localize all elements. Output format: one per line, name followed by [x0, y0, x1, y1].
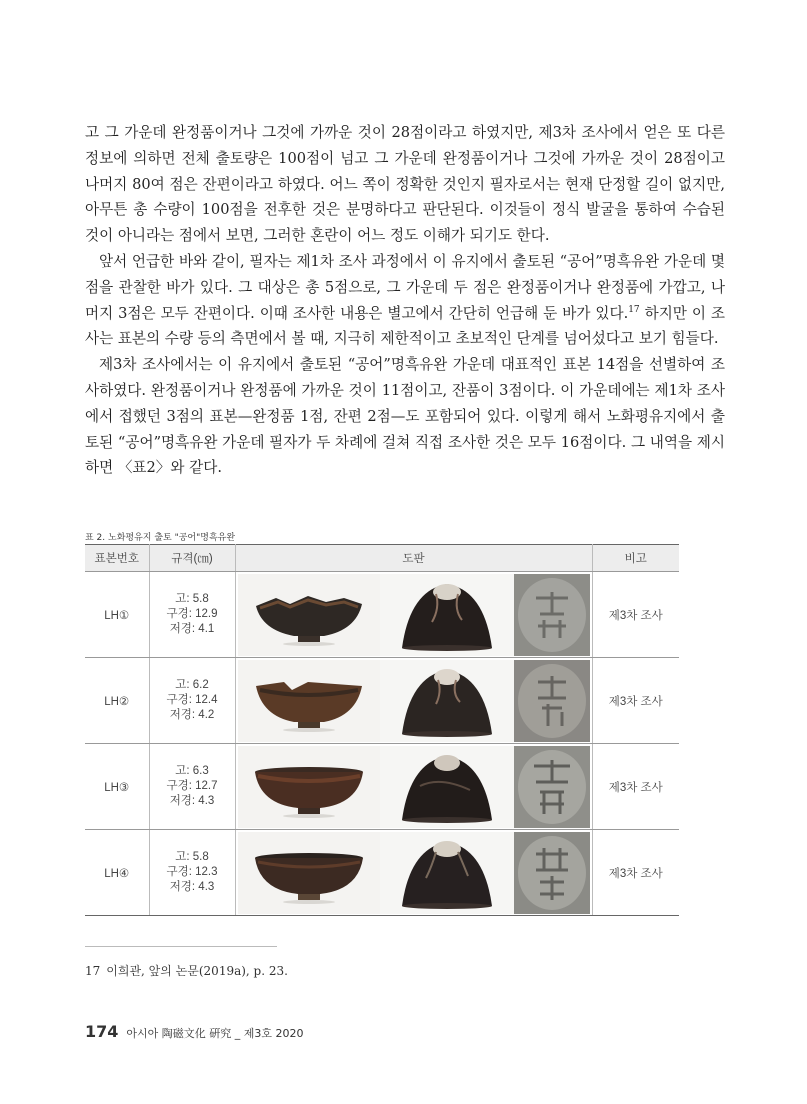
- table-header-row: [85, 545, 679, 572]
- plate-cell: [235, 744, 592, 830]
- specimen-id: LH③: [85, 744, 149, 830]
- bowl-base-photo: [380, 660, 514, 742]
- paragraph-2-text: 앞서 언급한 바와 같이, 필자는 제1차 조사 과정에서 이 유지에서 출토된 “공어”명흑유완 가운데 몇 점을 관찰한 바가 있다. 그 대상은 총 5점으로, 그 가운데 두 점은 완정품이거나 완정품에 가깝고, 나머지 3점은 모두 잔편이다. 이때 조사한 내용은 별고에서 간단히 언급해 둔 바가 있다.: [85, 252, 725, 322]
- remark: 제3차 조사: [592, 830, 679, 916]
- bowl-base-photo: [380, 574, 514, 656]
- inscription-closeup: [514, 832, 590, 914]
- page-footer: [85, 1022, 304, 1041]
- paragraph-2-text-cont: 하지만 이 조사는 표본의 수량 등의 측면에서 볼 때, 지극히 제한적이고 초보적인 단계를 넘어섰다고 보기 힘들다.: [85, 304, 725, 348]
- table-row: [85, 658, 679, 744]
- base-diameter: 저경: 4.1: [169, 623, 215, 635]
- header-specimen-id: 표본번호: [85, 545, 149, 572]
- base-diameter: 저경: 4.3: [169, 881, 215, 893]
- footnote-divider: [85, 946, 277, 947]
- mouth-diameter: 구경: 12.3: [166, 866, 218, 878]
- remark: 제3차 조사: [592, 744, 679, 830]
- table-row: [85, 830, 679, 916]
- height-value: 고: 6.2: [175, 679, 209, 691]
- dimensions: [149, 830, 235, 916]
- table-caption: 표 2. 노화평유지 출토 "공어"명흑유완: [85, 533, 236, 543]
- mouth-diameter: 구경: 12.7: [166, 780, 218, 792]
- paragraph-2: [85, 249, 725, 352]
- specimen-id: LH①: [85, 572, 149, 658]
- bowl-side-photo: [238, 746, 380, 828]
- bowl-side-photo: [238, 574, 380, 656]
- journal-title: 아시아 陶磁文化 硏究 _ 제3호 2020: [126, 1027, 304, 1040]
- plate-cell: [235, 830, 592, 916]
- dimensions: [149, 658, 235, 744]
- table-row: [85, 572, 679, 658]
- footnote-number: 17: [85, 964, 101, 978]
- remark: 제3차 조사: [592, 572, 679, 658]
- table-row: [85, 744, 679, 830]
- bowl-side-photo: [238, 832, 380, 914]
- base-diameter: 저경: 4.2: [169, 709, 215, 721]
- bowl-base-photo: [380, 746, 514, 828]
- footnote-17: [85, 962, 288, 979]
- height-value: 고: 5.8: [175, 593, 209, 605]
- height-value: 고: 6.3: [175, 765, 209, 777]
- bowl-base-photo: [380, 832, 514, 914]
- header-dimensions: 규격(㎝): [149, 545, 235, 572]
- specimen-id: LH④: [85, 830, 149, 916]
- dimensions: [149, 572, 235, 658]
- base-diameter: 저경: 4.3: [169, 795, 215, 807]
- footnote-text: 이희관, 앞의 논문(2019a), p. 23.: [106, 964, 288, 978]
- specimen-id: LH②: [85, 658, 149, 744]
- plate-cell: [235, 572, 592, 658]
- plate-cell: [235, 658, 592, 744]
- height-value: 고: 5.8: [175, 851, 209, 863]
- paragraph-1: 고 그 가운데 완정품이거나 그것에 가까운 것이 28점이라고 하였지만, 제3차 조사에서 얻은 또 다른 정보에 의하면 전체 출토량은 100점이 넘고 그 가운데 완정품이거나 그것에 가까운 것이 28점이고 나머지 80여 점은 잔편이라고 하였다. 어느 쪽이 정확한 것인지 필자로서는 현재 단정할 길이 없지만, 아무튼 총 수량이 100점을 전후한 것은 분명하다고 판단된다. 이것들이 정식 발굴을 통하여 수습된 것이 아니라는 점에서 보면, 그러한 혼란이 어느 정도 이해가 되기도 한다.: [85, 124, 725, 245]
- inscription-closeup: [514, 660, 590, 742]
- header-remarks: 비고: [592, 545, 679, 572]
- mouth-diameter: 구경: 12.9: [166, 608, 218, 620]
- inscription-closeup: [514, 746, 590, 828]
- remark: 제3차 조사: [592, 658, 679, 744]
- specimen-table: [85, 544, 679, 916]
- mouth-diameter: 구경: 12.4: [166, 694, 218, 706]
- inscription-closeup: [514, 574, 590, 656]
- bowl-side-photo: [238, 660, 380, 742]
- footnote-ref-17[interactable]: 17: [628, 304, 640, 315]
- body-text: [85, 120, 725, 481]
- dimensions: [149, 744, 235, 830]
- page-number: 174: [85, 1022, 119, 1041]
- paragraph-3: 제3차 조사에서는 이 유지에서 출토된 “공어”명흑유완 가운데 대표적인 표본 14점을 선별하여 조사하였다. 완정품이거나 완정품에 가까운 것이 11점이고, 잔품이 3점이다. 이 가운데에는 제1차 조사에서 접했던 3점의 표본—완정품 1점, 잔편 2점—도 포함되어 있다. 이렇게 해서 노화평유지에서 출토된 “공어”명흑유완 가운데 필자가 두 차례에 걸쳐 직접 조사한 것은 모두 16점이다. 그 내역을 제시하면 〈표2〉와 같다.: [85, 356, 725, 477]
- header-plates: 도판: [235, 545, 592, 572]
